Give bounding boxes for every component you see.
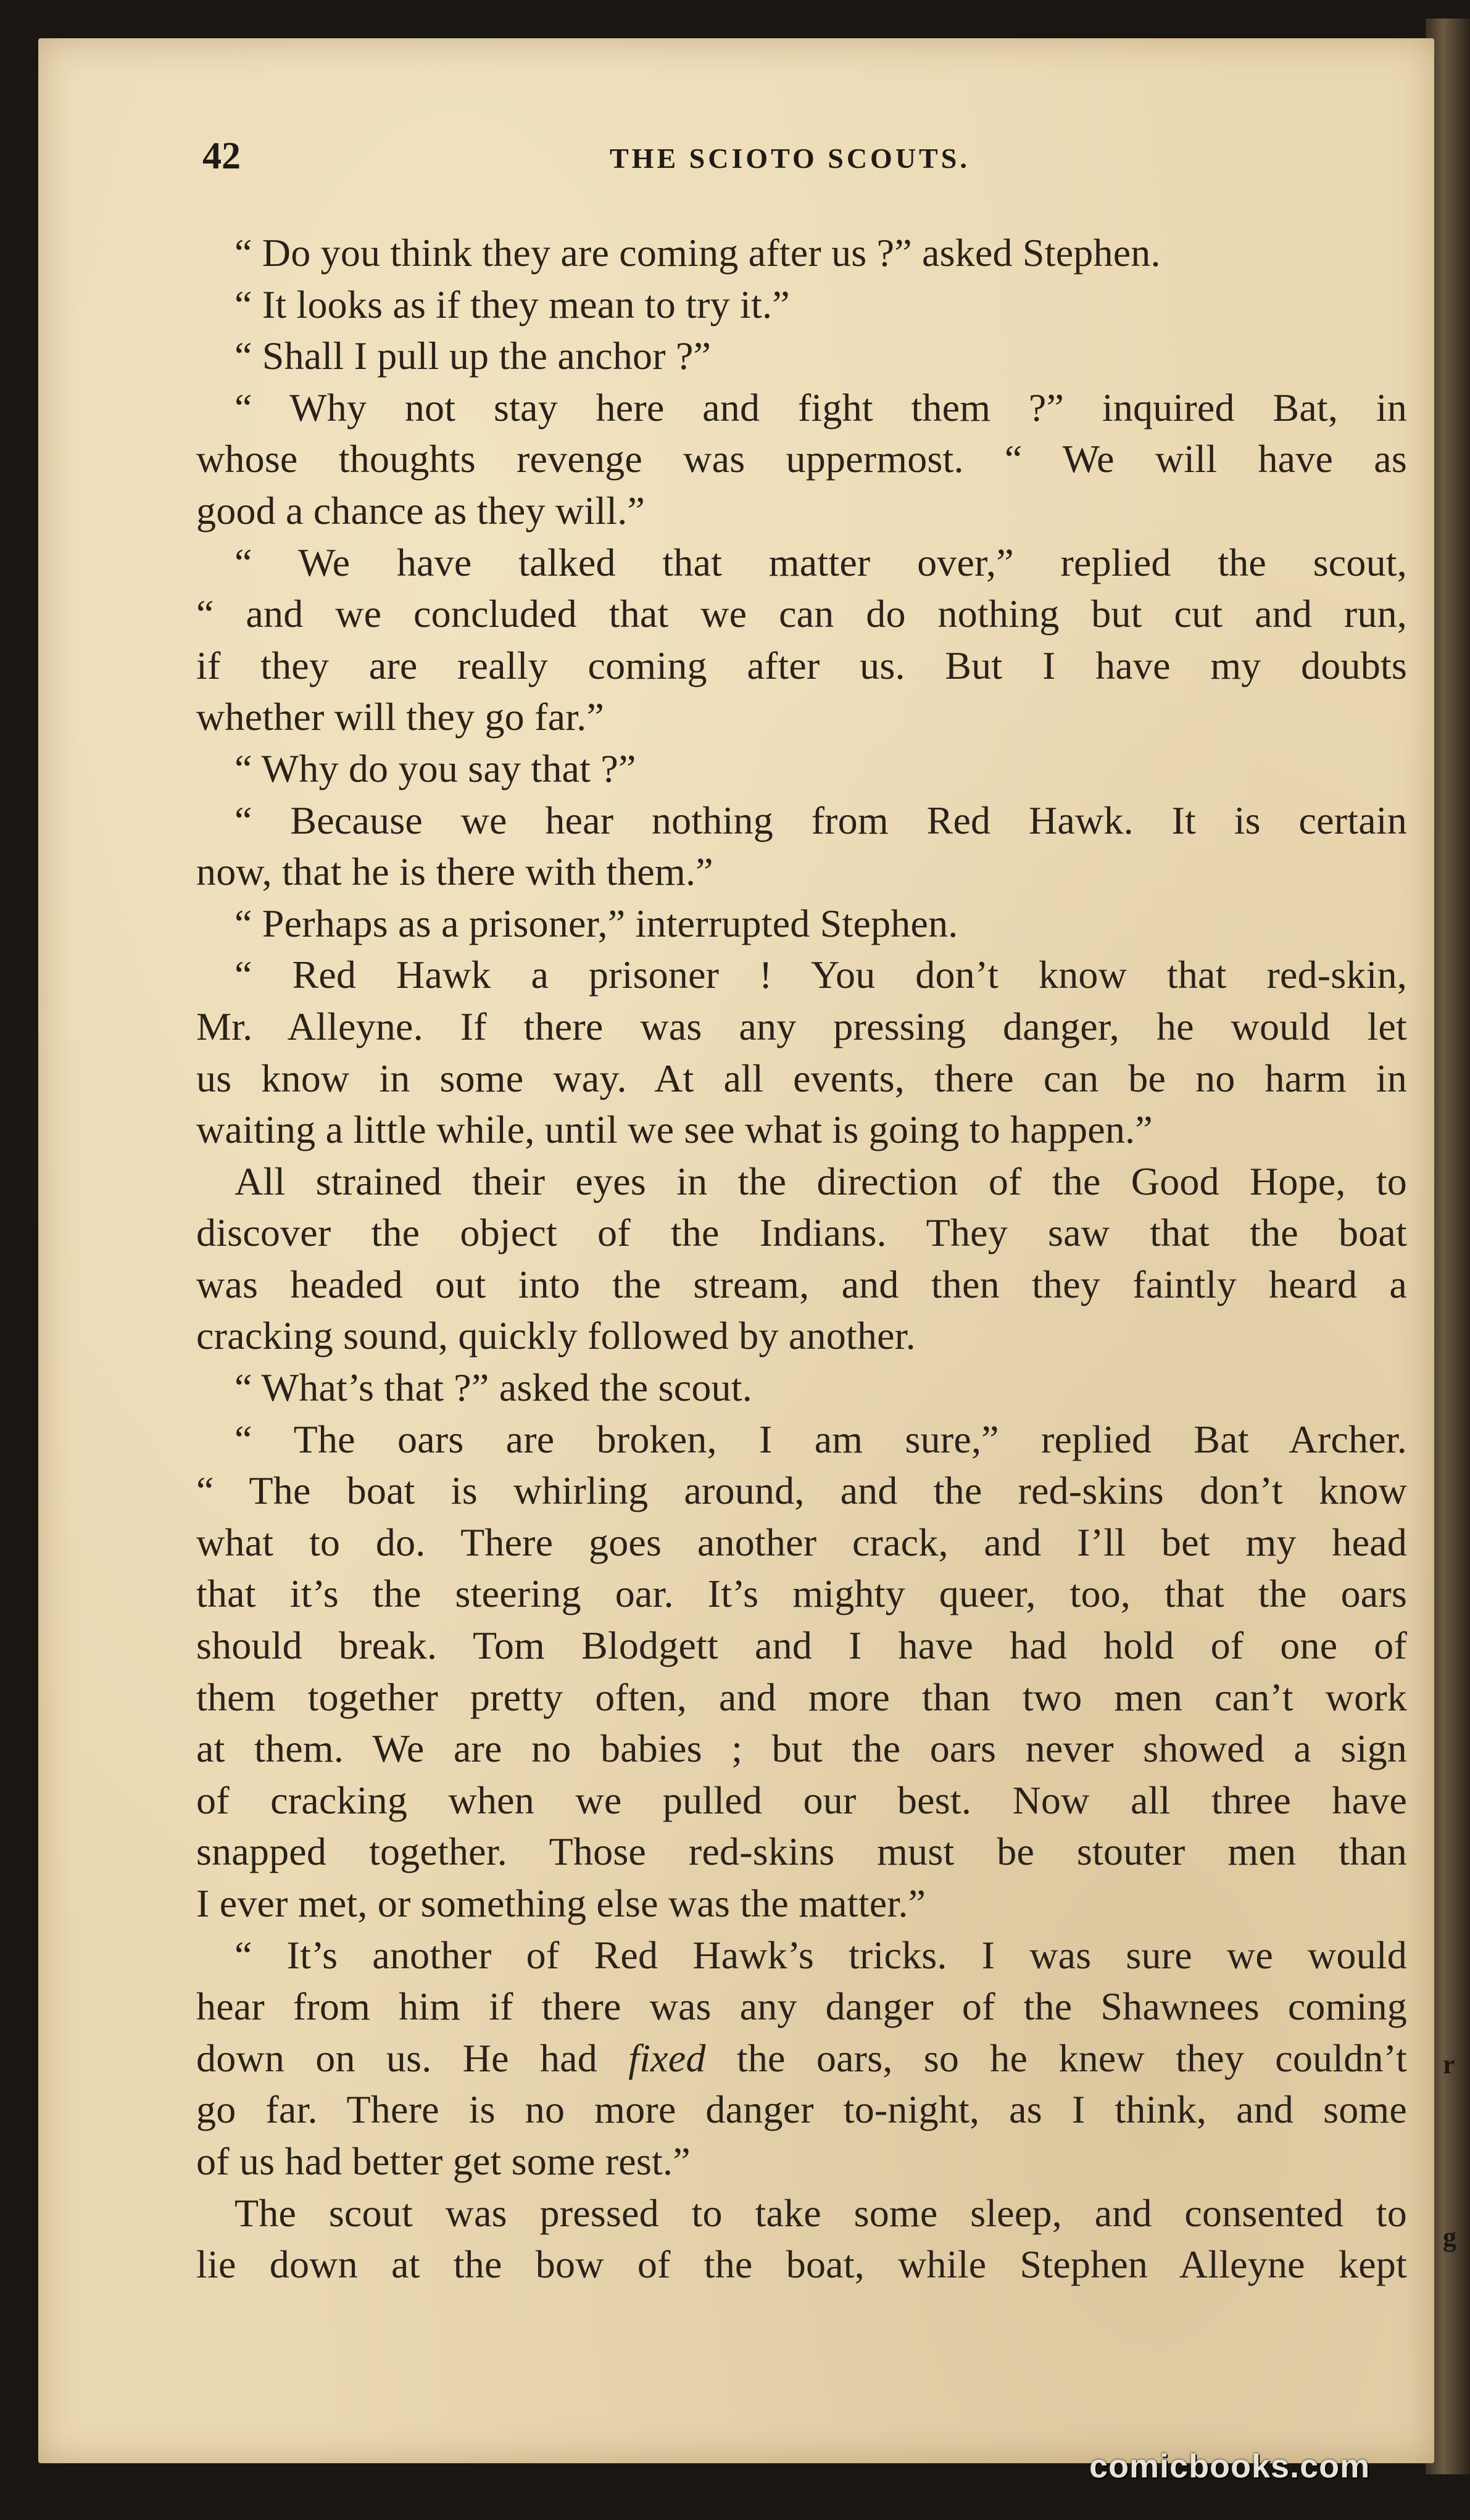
text-line: “ Because we hear nothing from Red Hawk. It is certain (235, 798, 1407, 842)
body-text (196, 227, 1407, 2290)
adjacent-page-fragment: r (1443, 2049, 1455, 2079)
running-title: THE SCIOTO SCOUTS. (610, 143, 970, 174)
text-line: us know in some way. At all events, there can be no harm in (196, 1056, 1407, 1100)
text-line: hear from him if there was any danger of the Shawnees coming (196, 1984, 1407, 2029)
text-line: that it’s the steering oar. It’s mighty queer, too, that the oars (196, 1572, 1407, 1616)
text-line: down on us. He had fixed the oars, so he knew they couldn’t (196, 2036, 1408, 2080)
text-line: “ Why do you say that ?” (235, 746, 636, 790)
text-line: “ The oars are broken, I am sure,” replied Bat Archer. (235, 1417, 1407, 1461)
text-line: “ The boat is whirling around, and the red-skins don’t know (196, 1469, 1407, 1513)
text-line: “ Why not stay here and fight them ?” inquired Bat, in (235, 385, 1407, 429)
text-line: what to do. There goes another crack, and I’ll bet my head (196, 1520, 1407, 1564)
text-line: whether will they go far.” (196, 695, 604, 739)
text-line: “ It’s another of Red Hawk’s tricks. I was sure we would (235, 1933, 1407, 1977)
text-line: The scout was pressed to take some sleep, and consented to (235, 2190, 1407, 2235)
text-line: of cracking when we pulled our best. Now all three have (196, 1778, 1407, 1822)
text-line: “ Do you think they are coming after us ?” asked Stephen. (235, 231, 1161, 275)
text-line: Mr. Alleyne. If there was any pressing danger, he would let (196, 1004, 1407, 1048)
page-header (202, 135, 1400, 184)
text-line: should break. Tom Blodgett and I have had hold of one of (196, 1623, 1407, 1668)
text-line: All strained their eyes in the direction of the Good Hope, to (235, 1159, 1407, 1203)
text-line: “ It looks as if they mean to try it.” (235, 282, 790, 326)
text-line: “ Perhaps as a prisoner,” interrupted Stephen. (235, 901, 958, 945)
text-line: “ Red Hawk a prisoner ! You don’t know that red-skin, (235, 953, 1407, 997)
text-line: them together pretty often, and more than two men can’t work (196, 1675, 1407, 1719)
text-line: at them. We are no babies ; but the oars never showed a sign (196, 1726, 1407, 1771)
text-line: lie down at the bow of the boat, while Stephen Alleyne kept (196, 2242, 1407, 2287)
text-line: was headed out into the stream, and then they faintly heard a (196, 1262, 1407, 1306)
text-line: good a chance as they will.” (196, 488, 646, 533)
text-line: discover the object of the Indians. They saw that the boat (196, 1211, 1407, 1255)
text-line: “ We have talked that matter over,” replied the scout, (235, 540, 1407, 584)
page-number: 42 (202, 135, 241, 177)
text-line: now, that he is there with them.” (196, 850, 713, 894)
text-line: go far. There is no more danger to-night, as I think, and some (196, 2087, 1407, 2132)
watermark: comicbooks.com (1089, 2448, 1371, 2485)
emphasis-text: fixed (628, 2036, 706, 2080)
text-line: snapped together. Those red-skins must be stouter men than (196, 1830, 1407, 1874)
text-line: I ever met, or something else was the matter.” (196, 1881, 926, 1925)
adjacent-page-fragment: g (1443, 2222, 1456, 2252)
text-line: “ and we concluded that we can do nothing but cut and run, (196, 592, 1407, 636)
text-line: waiting a little while, until we see what is going to happen.” (196, 1108, 1153, 1152)
text-line: cracking sound, quickly followed by another. (196, 1314, 916, 1358)
text-line: if they are really coming after us. But I have my doubts (196, 643, 1407, 687)
text-line: whose thoughts revenge was uppermost. “ We will have as (196, 437, 1407, 481)
text-line: of us had better get some rest.” (196, 2139, 691, 2183)
text-line: “ Shall I pull up the anchor ?” (235, 334, 712, 378)
text-line: “ What’s that ?” asked the scout. (235, 1366, 752, 1410)
